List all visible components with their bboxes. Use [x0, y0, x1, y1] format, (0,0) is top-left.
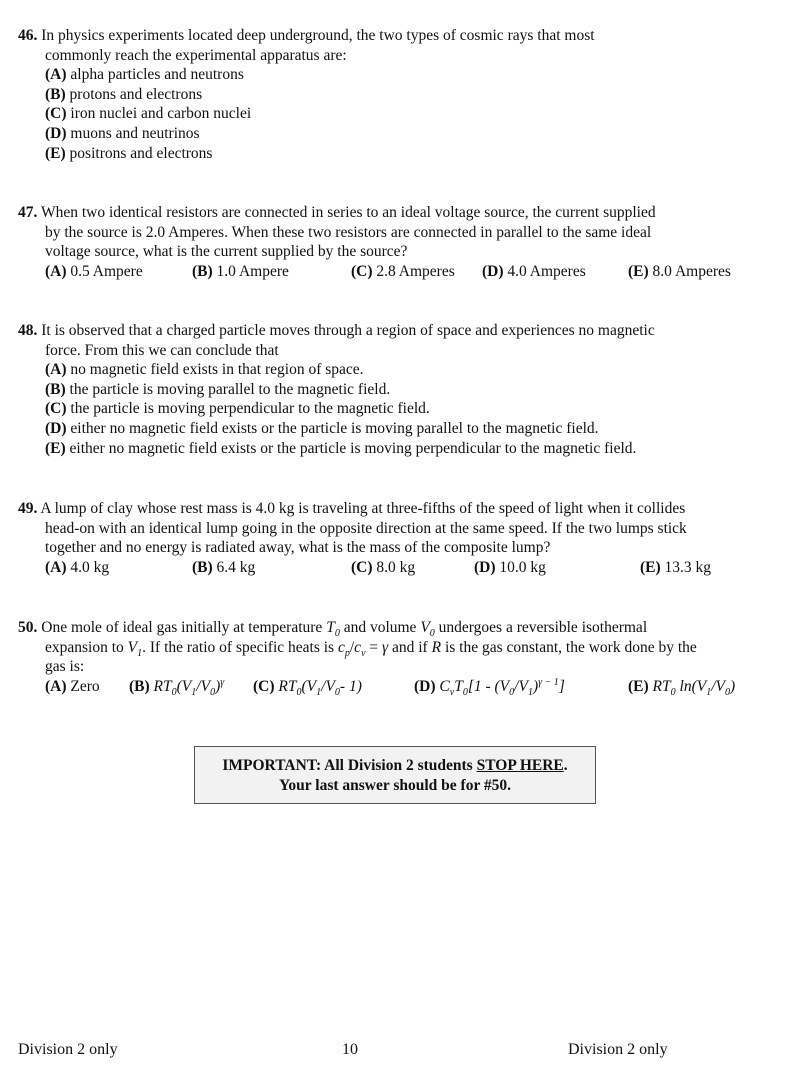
footer-right: Division 2 only: [568, 1041, 668, 1058]
choice-c: (C) 8.0 kg: [351, 558, 416, 576]
question-number: 47.: [18, 204, 38, 221]
question-47: [18, 203, 778, 281]
choice-a: (A) Zero: [45, 677, 100, 695]
choice-d: (D) 4.0 Amperes: [482, 262, 586, 280]
question-text: One mole of ideal gas initially at temperature $T_0$ and volume $V_0$ undergoes a reversible isothermal: [41, 619, 648, 640]
choice-e: (E) 13.3 kg: [640, 558, 712, 576]
choice-e: (E) either no magnetic field exists or the particle is moving perpendicular to the magnetic field.: [45, 439, 637, 457]
question-text: When two identical resistors are connected in series to an ideal voltage source, the current supplied: [40, 204, 656, 221]
stop-here-emphasis: STOP HERE: [476, 757, 564, 774]
notice-line-1: IMPORTANT: All Division 2 students STOP HERE.: [222, 757, 568, 774]
choice-b: (B) $RT_0(V_1/V_0)^\gamma$: [129, 676, 225, 698]
choice-a: (A) 0.5 Ampere: [45, 262, 143, 280]
choice-a: (A) no magnetic field exists in that region of space.: [45, 361, 364, 379]
choice-c: (C) 2.8 Amperes: [351, 262, 455, 280]
choice-b: (B) protons and electrons: [45, 85, 203, 103]
choice-a: (A) 4.0 kg: [45, 558, 110, 576]
question-text: head-on with an identical lump going in the opposite direction at the same speed. If the two lumps stick: [45, 519, 687, 537]
choice-b: (B) 1.0 Ampere: [192, 262, 289, 280]
footer-left: Division 2 only: [18, 1041, 118, 1058]
notice-line-2: Your last answer should be for #50.: [278, 777, 512, 794]
choices-row: [18, 677, 778, 697]
question-number: 48.: [18, 322, 38, 339]
question-text: voltage source, what is the current supplied by the source?: [45, 243, 408, 261]
question-text: It is observed that a charged particle moves through a region of space and experiences no magnetic: [41, 322, 655, 339]
choice-e: (E) 8.0 Amperes: [628, 262, 731, 280]
question-text: expansion to $V_1$. If the ratio of specific heats is $c_p/c_v = \gamma$ and if R is the gas constant, the work done by the: [45, 638, 697, 659]
question-50: [18, 618, 778, 696]
choice-d: (D) muons and neutrinos: [45, 124, 200, 142]
page-number: 10: [342, 1041, 358, 1058]
question-text: gas is:: [45, 658, 85, 676]
choices-row: [18, 262, 778, 282]
choice-b: (B) 6.4 kg: [192, 558, 256, 576]
choice-a: (A) alpha particles and neutrons: [45, 66, 244, 84]
question-text: A lump of clay whose rest mass is 4.0 kg is traveling at three-fifths of the speed of light when it collides: [40, 500, 686, 517]
question-text: together and no energy is radiated away, what is the mass of the composite lump?: [45, 539, 551, 557]
question-text: commonly reach the experimental apparatus are:: [45, 46, 347, 64]
choice-b: (B) the particle is moving parallel to the magnetic field.: [45, 380, 391, 398]
question-46: [18, 26, 778, 163]
choice-c: (C) $RT_0(V_1/V_0-$ 1): [253, 677, 362, 698]
choice-e: (E) $RT_0$ $\ln(V_1/V_0)$: [628, 677, 736, 698]
choice-d: (D) 10.0 kg: [474, 558, 546, 576]
question-text: force. From this we can conclude that: [45, 341, 279, 359]
choices-row: [18, 558, 778, 578]
question-text: In physics experiments located deep underground, the two types of cosmic rays that most: [41, 27, 595, 44]
question-text: by the source is 2.0 Amperes. When these two resistors are connected in parallel to the same ideal: [45, 223, 652, 241]
question-number: 50.: [18, 619, 38, 636]
question-48: [18, 321, 778, 458]
choice-e: (E) positrons and electrons: [45, 144, 213, 162]
question-number: 46.: [18, 27, 38, 44]
choice-c: (C) iron nuclei and carbon nuclei: [45, 105, 252, 123]
choice-d: (D) either no magnetic field exists or the particle is moving parallel to the magnetic field.: [45, 419, 599, 437]
choice-c: (C) the particle is moving perpendicular to the magnetic field.: [45, 400, 430, 418]
choice-d: (D) $C_vT_0[1 - (V_0/V_1)^{\gamma - 1}]$: [414, 676, 565, 698]
stop-notice-box: [194, 746, 596, 804]
question-number: 49.: [18, 500, 38, 517]
question-49: [18, 499, 778, 577]
